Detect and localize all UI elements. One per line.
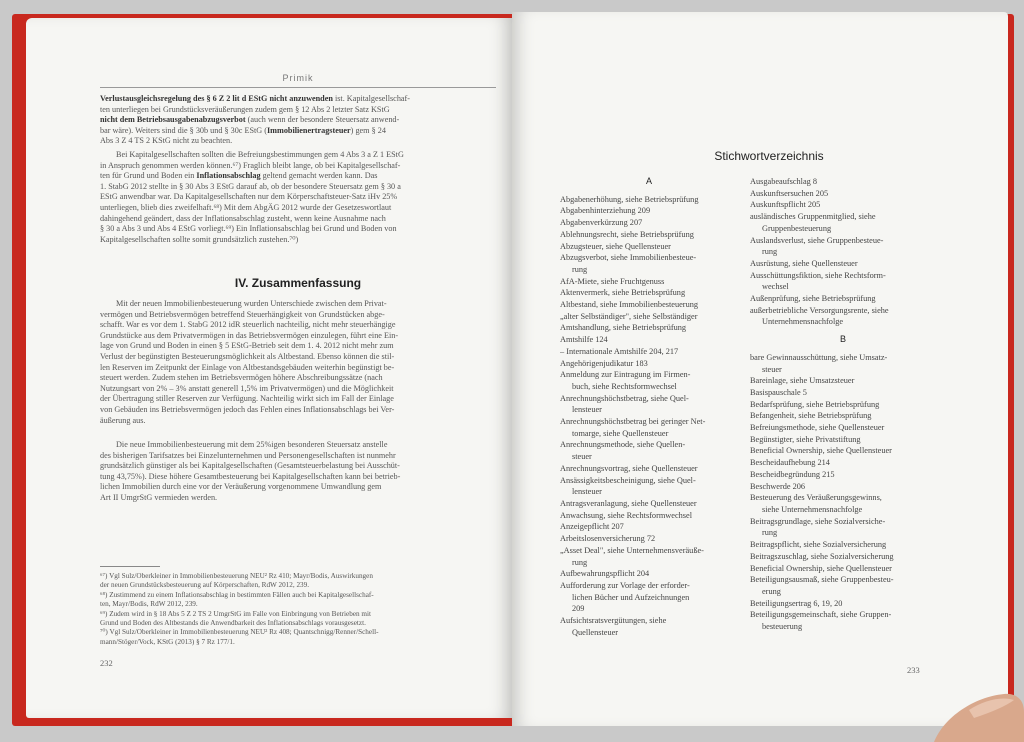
index-entry: 209	[572, 604, 585, 614]
index-entry: steuer	[572, 452, 592, 462]
index-entry: rung	[572, 557, 588, 567]
index-entry: Beitragszuschlag, siehe Sozialversicherung	[750, 551, 894, 561]
index-entry: Besteuerung des Veräußerungsgewinns,	[750, 493, 882, 503]
bold-term: nicht dem Betriebsausgabenabzugsverbot	[100, 115, 246, 125]
index-entry: ausländisches Gruppenmitglied, siehe	[750, 212, 876, 222]
index-entry: Außenprüfung, siehe Betriebsprüfung	[750, 294, 876, 304]
index-entry: siehe Unternehmensnachfolge	[762, 504, 863, 514]
page-number-left: 232	[100, 658, 113, 668]
bold-term: Verlustausgleichsregelung des § 6 Z 2 lit d EStG nicht anzuwenden	[100, 94, 333, 103]
index-column-1	[560, 170, 738, 638]
index-entry: steuer	[762, 364, 782, 374]
text-run: ten für Grund und Boden ein	[100, 171, 197, 181]
text-run: der Übertragung stiller Reserven zur Verfügung. Nachteilig wirkt sich im Fall der Einlage	[100, 394, 394, 404]
paragraph-4	[100, 440, 496, 504]
index-entry: Arbeitslosenversicherung 72	[560, 534, 656, 544]
text-run: 1. StabG 2012 stellte in § 30 Abs 3 EStG darauf ab, ob der besondere Steuersatz gem § 30 a	[100, 181, 401, 191]
index-entry: Angehörigenjudikatur 183	[560, 358, 648, 368]
index-entry: Ausschüttungsfiktion, siehe Rechtsform-	[750, 270, 886, 280]
running-head: Primik	[282, 73, 314, 83]
index-entry: Beneficial Ownership, siehe Quellensteuer	[750, 563, 892, 573]
index-entry: außerbetriebliche Versorgungsrente, siehe	[750, 305, 889, 315]
index-entry: Beneficial Ownership, siehe Quellensteuer	[750, 446, 892, 456]
index-entry: Anrechnungsmethode, siehe Quellen-	[560, 440, 686, 450]
text-line	[100, 171, 496, 182]
index-entry: Unternehmensnachfolge	[762, 317, 844, 327]
text-run: äußerung aus.	[100, 415, 146, 425]
text-run: Kapitalgesellschaften sollte somit grundsätzlich zustehen.⁷⁰)	[100, 234, 299, 244]
text-line	[100, 461, 496, 472]
index-entry: Beteiligungsgemeinschaft, siehe Gruppen-	[750, 610, 892, 620]
index-entry: Aufbewahrungspflicht 204	[560, 569, 650, 579]
text-line	[100, 235, 496, 246]
index-entry: bare Gewinnausschüttung, siehe Umsatz-	[750, 352, 888, 362]
text-line	[100, 472, 496, 483]
index-entry: rung	[762, 528, 778, 538]
text-run: von Gebäuden ins Betriebsvermögen jedoch das Fehlen eines Inflationsabschlags bei Ver-	[100, 404, 395, 414]
text-line	[100, 161, 496, 172]
index-entry: Altbestand, siehe Immobilienbesteuerung	[560, 300, 699, 310]
index-entry: „alter Selbständiger", siehe Selbständiger	[560, 311, 698, 321]
text-run: Verlust der begünstigten Besteuerungsmöglichkeit als Altbestand. Ebenso können die stil-	[100, 351, 395, 361]
index-entry: Beitragspflicht, siehe Sozialversicherung	[750, 540, 887, 550]
index-entry: Anrechnungshöchstbetrag, siehe Quel-	[560, 393, 689, 403]
text-run: Grundstücke aus dem Privatvermögen in das Betriebsvermögen einzulegen, führt eine Ein-	[100, 330, 399, 340]
text-line	[100, 320, 496, 331]
text-run: tung 43,75%). Diese höhere Gesamtbesteuerung bei Kapitalgesellschaften kann bei betrieb-	[100, 471, 401, 481]
text-line	[100, 482, 496, 493]
index-entry: wechsel	[762, 282, 789, 292]
text-run: ) gem § 24	[350, 125, 386, 135]
footnote-line: der neuen Grundstücksbesteuerung auf Körperschaften, RdW 2012, 239.	[100, 581, 310, 590]
index-entry: tomarge, siehe Quellensteuer	[572, 428, 669, 438]
text-line	[100, 203, 496, 214]
text-line	[100, 150, 496, 161]
index-entry: Quellensteuer	[572, 627, 619, 637]
text-line	[100, 94, 496, 105]
index-entry: Anrechnungshöchstbetrag bei geringer Net-	[560, 417, 706, 427]
index-entry: lichen Bücher und Aufzeichnungen	[572, 592, 690, 602]
text-run: lage von Grund und Boden in einen § 5 EStG-Betrieb seit dem 1. 4. 2012 nicht mehr zum	[100, 341, 394, 351]
text-run: Art II UmgrStG vermieden werden.	[100, 492, 218, 502]
text-run: bar wäre). Weiters sind die § 30b und § 30c EStG (	[100, 125, 267, 135]
text-run: des bisherigen Tarifsatzes bei Einzelunternehmen und Personengesellschaften ist nunmehr	[100, 450, 396, 460]
text-line	[100, 384, 496, 395]
index-entry: Ablehnungsrecht, siehe Betriebsprüfung	[560, 229, 694, 239]
text-run: EStG anwendbar war. Da Kapitalgesellschaften nur dem Körperschaftsteuer-Satz iHv 25%	[100, 192, 398, 202]
text-line	[100, 352, 496, 363]
index-entry: Anwachsung, siehe Rechtsformwechsel	[560, 510, 693, 520]
text-line	[100, 416, 496, 427]
index-entry: Auskunftspflicht 205	[750, 200, 821, 210]
index-entry: Basispauschale 5	[750, 387, 807, 397]
index-entry: Abgabenerhöhung, siehe Betriebsprüfung	[560, 194, 699, 204]
text-line	[100, 192, 496, 203]
footnote-line: ⁶⁸) Zustimmend zu einem Inflationsabschlag in bestimmten Fällen auch bei Kapitalgesellschaf-	[100, 590, 374, 599]
text-line	[100, 310, 496, 321]
index-entry: Amtshandlung, siehe Betriebsprüfung	[560, 323, 687, 333]
index-entry: Antragsveranlagung, siehe Quellensteuer	[560, 498, 697, 508]
index-entry: Auslandsverlust, siehe Gruppenbesteue-	[750, 235, 884, 245]
text-line	[100, 451, 496, 462]
index-entry: „Asset Deal", siehe Unternehmensveräuße-	[560, 545, 704, 555]
text-line	[100, 331, 496, 342]
index-entry: Gruppenbesteuerung	[762, 223, 832, 233]
text-run: lichen Immobilien durch eine vor der Veräußerung vorgenommene Umwandlung gem	[100, 482, 382, 492]
index-entry: Beteiligungsausmaß, siehe Gruppenbesteu-	[750, 575, 894, 585]
text-line	[100, 136, 496, 147]
text-line	[100, 373, 496, 384]
index-entry: Bescheidaufhebung 214	[750, 458, 830, 468]
footnote-line: ⁶⁹) Zudem wird in § 18 Abs 5 Z 2 TS 2 UmgrStG im Falle von Einbringung von Betrieben mit	[100, 609, 371, 618]
index-entry: buch, siehe Rechtsformwechsel	[572, 381, 677, 391]
footnote-line: ⁶⁷) Vgl Sulz/Oberkleiner in Immobilienbesteuerung NEU² Rz 410; Mayr/Bodis, Auswirkungen	[100, 572, 373, 580]
index-entry: besteuerung	[762, 622, 803, 632]
text-line	[100, 126, 496, 137]
text-run: Bei Kapitalgesellschaften sollten die Befreiungsbestimmungen gem 4 Abs 3 a Z 1 EStG	[116, 150, 404, 159]
index-entry: Anmeldung zur Eintragung im Firmen-	[560, 370, 691, 380]
index-entry: rung	[762, 247, 778, 257]
footnote-line: Grund und Boden des Altbestands die Anwendbarkeit des Inflationsabschlags vorausgesetzt.	[100, 619, 366, 628]
bold-term: Inflationsabschlag	[196, 171, 261, 181]
text-run: Nutzungsart von 2% – 3% anstatt generell 1,5% im Privatvermögen) und die Möglichkeit	[100, 383, 394, 393]
index-entry: Ausrüstung, siehe Quellensteuer	[750, 258, 858, 268]
text-line	[100, 115, 496, 126]
index-entry: Aufsichtsratsvergütungen, siehe	[560, 616, 667, 626]
text-run: Die neue Immobilienbesteuerung mit dem 25%igen besonderen Steuersatz anstelle	[116, 440, 388, 449]
text-line	[100, 493, 496, 504]
index-entry: Befreiungsmethode, siehe Quellensteuer	[750, 423, 885, 433]
index-entry: Beschwerde 206	[750, 481, 806, 491]
index-title: Stichwortverzeichnis	[714, 149, 824, 163]
text-line	[100, 363, 496, 374]
text-run: ist. Kapitalgesellschaf-	[332, 94, 410, 103]
text-run: len Reserven im Zeitpunkt der Einlage von Altbestandsgebäuden weiterhin begünstigt be-	[100, 362, 395, 372]
hand-thumb	[874, 672, 1024, 742]
index-entry: rung	[572, 264, 588, 274]
index-entry: – Internationale Amtshilfe 204, 217	[560, 346, 679, 356]
index-entry: Anrechnungsvortrag, siehe Quellensteuer	[560, 463, 698, 473]
index-entry: Abzugsverbot, siehe Immobilienbesteue-	[560, 253, 697, 263]
index-letter-heading: B	[839, 334, 846, 345]
index-entry: Bescheidbegründung 215	[750, 469, 835, 479]
index-entry: Aufforderung zur Vorlage der erforder-	[560, 580, 690, 590]
footnote-line: ten, Mayr/Bodis, RdW 2012, 239.	[100, 600, 198, 609]
index-entry: AfA-Miete, siehe Fruchtgenuss	[560, 276, 665, 286]
index-entry: Beteiligungsertrag 6, 19, 20	[750, 598, 843, 608]
text-run: Mit der neuen Immobilienbesteuerung wurden Unterschiede zwischen dem Privat-	[116, 299, 387, 308]
index-entry: Abgabenhinterziehung 209	[560, 206, 651, 216]
text-line	[100, 341, 496, 352]
footnotes	[100, 572, 496, 647]
index-entry: lensteuer	[572, 405, 602, 415]
text-line	[100, 440, 496, 451]
footnote-rule	[100, 566, 160, 567]
footnote-line: mann/Stöger/Vock, KStG (2013) § 7 Rz 177/1.	[100, 637, 235, 646]
index-column-2	[750, 176, 936, 633]
index-entry: Aktenvermerk, siehe Betriebsprüfung	[560, 288, 686, 298]
text-line	[100, 299, 496, 310]
index-entry: Bedarfsprüfung, siehe Betriebsprüfung	[750, 399, 880, 409]
left-page	[26, 18, 512, 718]
text-run: (auch wenn der besondere Steuersatz anwend-	[245, 115, 400, 125]
bold-term: Immobilienertragsteuer	[267, 125, 351, 135]
text-run: § 30 a Abs 3 und Abs 4 EStG vorliegt.⁶⁹) Ein Inflationsabschlag bei Grund und Boden von	[100, 224, 397, 234]
index-letter-heading: A	[645, 176, 652, 186]
index-entry: Beitragsgrundlage, siehe Sozialversiche-	[750, 516, 886, 526]
index-entry: Anzeigepflicht 207	[560, 522, 624, 532]
text-run: Abs 3 Z 4 TS 2 KStG nicht zu beachten.	[100, 136, 233, 146]
index-entry: Amtshilfe 124	[560, 335, 608, 345]
section-heading: IV. Zusammenfassung	[234, 276, 362, 290]
text-run: geltend gemacht werden kann. Das	[260, 171, 378, 181]
index-entry: erung	[762, 586, 781, 596]
text-run: ten unterliegen bei Grundstücksveräußerungen zudem gem § 12 Abs 2 letzter Satz KStG	[100, 104, 390, 114]
paragraph-2	[100, 150, 496, 245]
index-entry: Bareinlage, siehe Umsatzsteuer	[750, 376, 855, 386]
text-line	[100, 405, 496, 416]
header-rule	[100, 87, 496, 88]
text-line	[100, 224, 496, 235]
index-entry: Begünstigter, siehe Privatstiftung	[750, 434, 861, 444]
index-entry: Befangenheit, siehe Betriebsprüfung	[750, 411, 872, 421]
text-run: steuert werden. Zudem stehen im Betriebsvermögen höhere Abschreibungssätze (nach	[100, 373, 383, 383]
index-entry: Abgabenverkürzung 207	[560, 218, 643, 228]
index-entry: Ausgabeaufschlag 8	[750, 177, 818, 186]
text-line	[100, 105, 496, 116]
page-number-right: 233	[907, 665, 920, 675]
text-run: schafft. War es vor dem 1. StabG 2012 idR steuerlich nachteilig, nicht mehr steuerhängige	[100, 320, 396, 330]
paragraph-3	[100, 299, 496, 426]
text-line	[100, 182, 496, 193]
footnote-line: ⁷⁰) Vgl Sulz/Oberkleiner in Immobilienbesteuerung NEU² Rz 408; Quantschnigg/Renner/Schell-	[100, 628, 379, 637]
index-entry: Abzugsteuer, siehe Quellensteuer	[560, 241, 671, 251]
right-page	[512, 12, 1008, 726]
index-entry: Auskunftsersuchen 205	[750, 188, 829, 198]
text-line	[100, 394, 496, 405]
text-run: vermögen und Betriebsvermögen betreffend Steuerhängigkeit von Grundstücken abge-	[100, 309, 385, 319]
index-entry: lensteuer	[572, 487, 602, 497]
text-run: in Anspruch genommen werden können.⁶⁷) Fraglich bleibt lange, ob bei Kapitalgesellschaf-	[100, 160, 401, 170]
text-run: grundsätzlich günstiger als bei Kapitalgesellschaften (Gesamtsteuerbelastung bei Ausschüt-	[100, 461, 400, 471]
text-run: unterliegen, blieb dies zweifelhaft.⁶⁸) Mit dem AbgÄG 2012 wurde der Gesetzeswortlaut	[100, 202, 392, 212]
paragraph-1	[100, 94, 496, 147]
text-line	[100, 214, 496, 225]
index-entry: Ansässigkeitsbescheinigung, siehe Quel-	[560, 475, 696, 485]
text-run: dahingehend geändert, dass der Inflationsabschlag zusteht, wenn keine Ausnahme nach	[100, 213, 386, 223]
